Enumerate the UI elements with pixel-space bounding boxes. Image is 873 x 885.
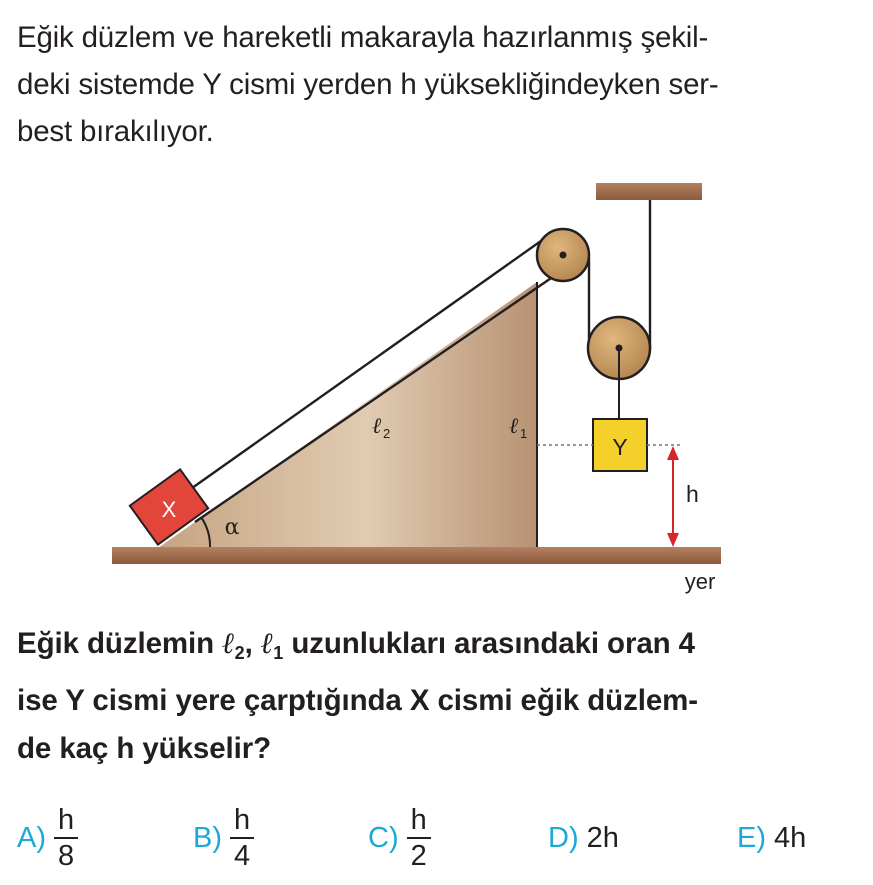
- statement-line-2: deki sistemde Y cismi yerden h yüksekliğindeyken ser-: [17, 68, 719, 101]
- block-x-label: X: [161, 497, 177, 522]
- ell-subscript-a: 2: [234, 643, 245, 663]
- option-a-denominator: 8: [58, 840, 75, 872]
- height-arrow-head-bottom: [667, 533, 679, 547]
- option-a-letter: A): [17, 821, 46, 854]
- l2-subscript: 2: [383, 426, 391, 441]
- option-b-numerator: h: [234, 804, 251, 836]
- option-a-numerator: h: [58, 804, 75, 836]
- question-text: [17, 619, 867, 773]
- l1-label: ℓ: [509, 414, 519, 439]
- question-line-2: ise Y cismi yere çarptığında X cismi eğik düzlem-: [17, 684, 699, 717]
- statement-line-3: best bırakılıyor.: [17, 115, 214, 148]
- question-part-2: uzunlukları arasındaki oran 4: [283, 627, 695, 660]
- option-b-denominator: 4: [234, 840, 251, 872]
- statement-line-1: Eğik düzlem ve hareketli makarayla hazırlanmış şekil-: [17, 21, 709, 54]
- ell-subscript-b: 1: [273, 643, 284, 663]
- l1-subscript: 1: [520, 426, 528, 441]
- height-arrow-head-top: [667, 446, 679, 460]
- ceiling-support: [596, 183, 702, 200]
- question-comma: ,: [244, 627, 261, 660]
- option-c-denominator: 2: [410, 840, 427, 872]
- option-e-letter: E): [737, 821, 766, 854]
- fraction-bar: [407, 837, 431, 839]
- ground-label: yer: [684, 569, 716, 594]
- question-line-1: [17, 619, 867, 677]
- option-d-letter: D): [548, 821, 579, 854]
- height-label: h: [686, 481, 699, 507]
- option-b[interactable]: [193, 803, 254, 873]
- fraction-bar: [230, 837, 254, 839]
- fixed-pulley-axle: [560, 252, 567, 259]
- option-a[interactable]: [17, 803, 78, 873]
- option-a-fraction: [54, 805, 78, 871]
- ell-symbol-b: ℓ: [260, 625, 274, 660]
- option-d-value: 2h: [586, 821, 619, 854]
- fraction-bar: [54, 837, 78, 839]
- option-c-numerator: h: [410, 804, 427, 836]
- ell-symbol-a: ℓ: [222, 625, 235, 660]
- block-y-label: Y: [612, 434, 628, 460]
- option-b-fraction: [230, 805, 254, 871]
- option-c-fraction: [407, 805, 431, 871]
- l2-label: ℓ: [372, 414, 382, 439]
- question-line-3: de kaç h yükselir?: [17, 732, 271, 765]
- angle-label: α: [224, 515, 240, 540]
- option-c-letter: C): [368, 821, 399, 854]
- option-c[interactable]: [368, 803, 431, 873]
- question-part-1: Eğik düzlemin: [17, 627, 223, 660]
- ground: [112, 547, 721, 564]
- option-b-letter: B): [193, 821, 222, 854]
- option-d[interactable]: [548, 803, 619, 873]
- option-e-value: 4h: [774, 821, 807, 854]
- option-e[interactable]: [737, 803, 806, 873]
